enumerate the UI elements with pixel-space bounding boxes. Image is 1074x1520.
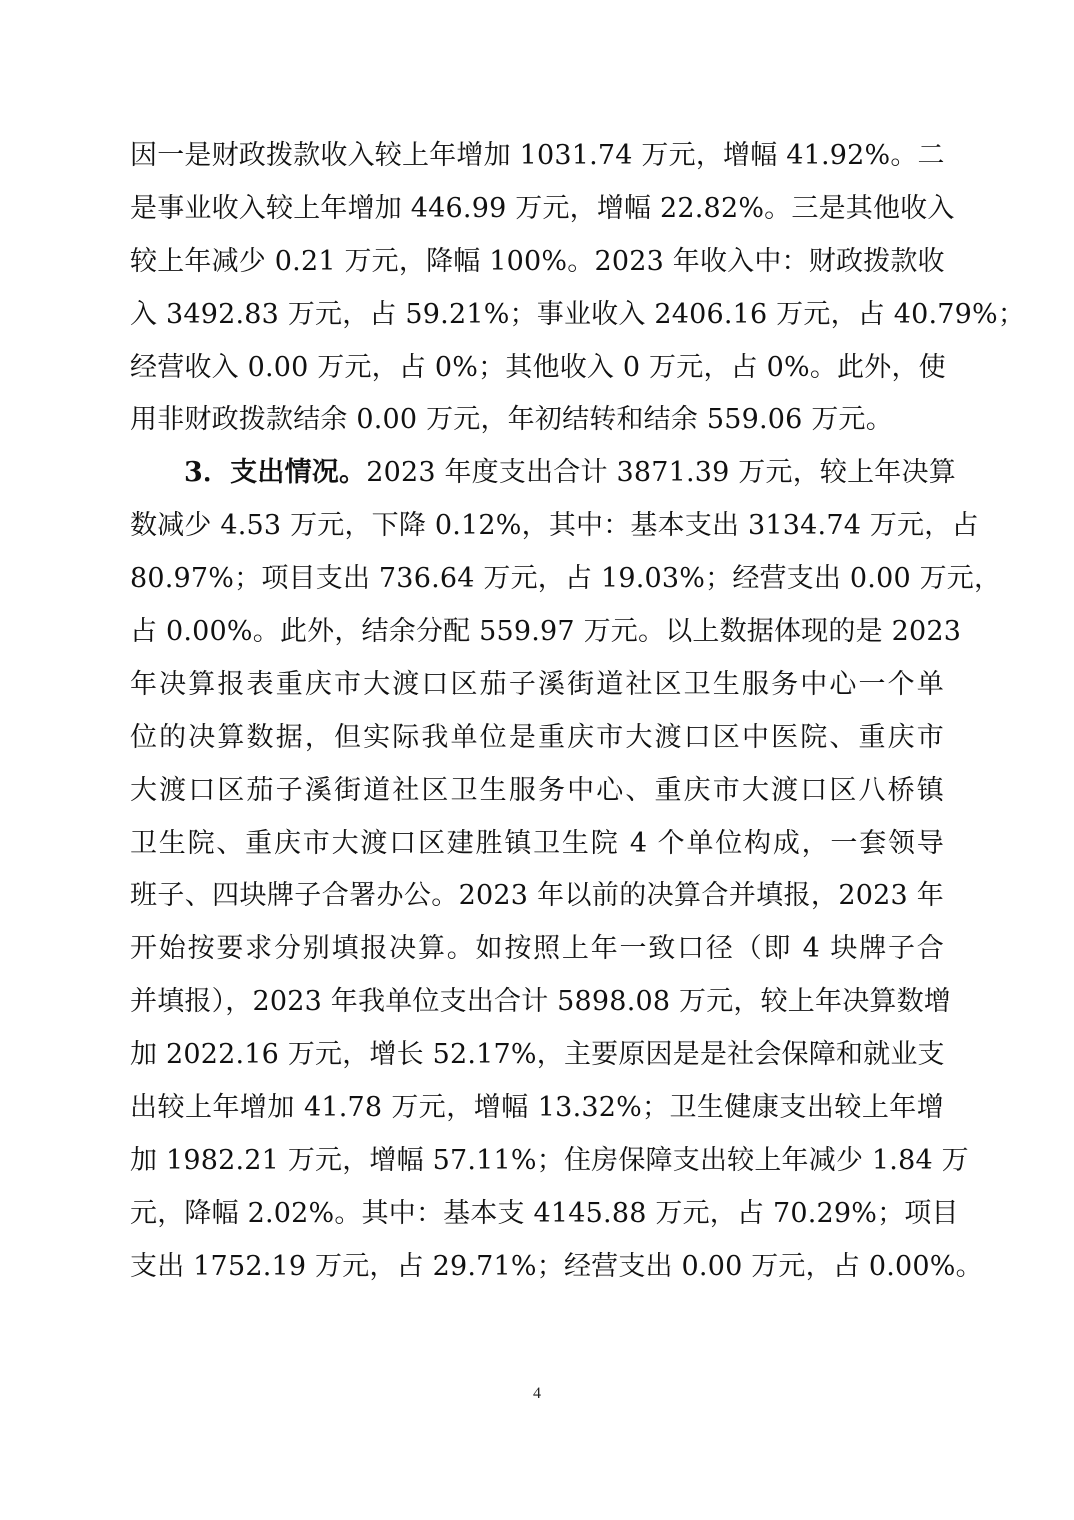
page-number: 4	[533, 1385, 541, 1402]
text-line: 大渡口区茄子溪街道社区卫生服务中心、重庆市大渡口区八桥镇	[130, 774, 944, 806]
text-line: 位的决算数据，但实际我单位是重庆市大渡口区中医院、重庆市	[130, 721, 944, 753]
text-line: 加 1982.21 万元，增幅 57.11%；住房保障支出较上年减少 1.84 万	[130, 1144, 969, 1176]
text-line: 加 2022.16 万元，增长 52.17%，主要原因是是社会保障和就业支	[130, 1039, 945, 1071]
body-text	[130, 130, 1026, 1294]
paragraph-income-reasons	[130, 130, 1026, 447]
paragraph-expenditure	[130, 447, 1002, 1293]
text-line: 年决算报表重庆市大渡口区茄子溪街道社区卫生服务中心一个单	[130, 668, 944, 700]
text-line: 经营收入 0.00 万元，占 0%；其他收入 0 万元，占 0%。此外，使	[130, 351, 946, 383]
text-line: 卫生院、重庆市大渡口区建胜镇卫生院 4 个单位构成，一套领导	[130, 827, 944, 859]
text-line: 元，降幅 2.02%。其中：基本支 4145.88 万元，占 70.29%；项目	[130, 1197, 959, 1229]
text-line: 入 3492.83 万元，占 59.21%；事业收入 2406.16 万元，占 40.79%；	[130, 298, 1026, 330]
section-heading: 3．支出情况。	[184, 457, 367, 489]
text-line: 出较上年增加 41.78 万元，增幅 13.32%；卫生健康支出较上年增	[130, 1092, 944, 1124]
text-line: 并填报），2023 年我单位支出合计 5898.08 万元，较上年决算数增	[130, 986, 952, 1018]
text-line: 因一是财政拨款收入较上年增加 1031.74 万元，增幅 41.92%。二	[130, 140, 945, 171]
text-line: 占 0.00%。此外，结余分配 559.97 万元。以上数据体现的是 2023	[130, 616, 962, 648]
text-line: 是事业收入较上年增加 446.99 万元，增幅 22.82%。三是其他收入	[130, 192, 955, 224]
text-line: 班子、四块牌子合署办公。2023 年以前的决算合并填报，2023 年	[130, 880, 944, 912]
text-line: 开始按要求分别填报决算。如按照上年一致口径（即 4 块牌子合	[130, 933, 944, 965]
text-line: 用非财政拨款结余 0.00 万元，年初结转和结余 559.06 万元。	[130, 404, 893, 436]
text-line: 80.97%；项目支出 736.64 万元，占 19.03%；经营支出 0.00 万元，	[130, 563, 1002, 595]
heading-line-text: 2023 年度支出合计 3871.39 万元，较上年决算	[366, 457, 956, 489]
text-line: 支出 1752.19 万元，占 29.71%；经营支出 0.00 万元，占 0.00%。	[130, 1250, 983, 1282]
text-line: 数减少 4.53 万元，下降 0.12%，其中：基本支出 3134.74 万元，占	[130, 510, 979, 542]
text-line	[130, 447, 956, 500]
text-line: 较上年减少 0.21 万元，降幅 100%。2023 年收入中：财政拨款收	[130, 245, 945, 277]
